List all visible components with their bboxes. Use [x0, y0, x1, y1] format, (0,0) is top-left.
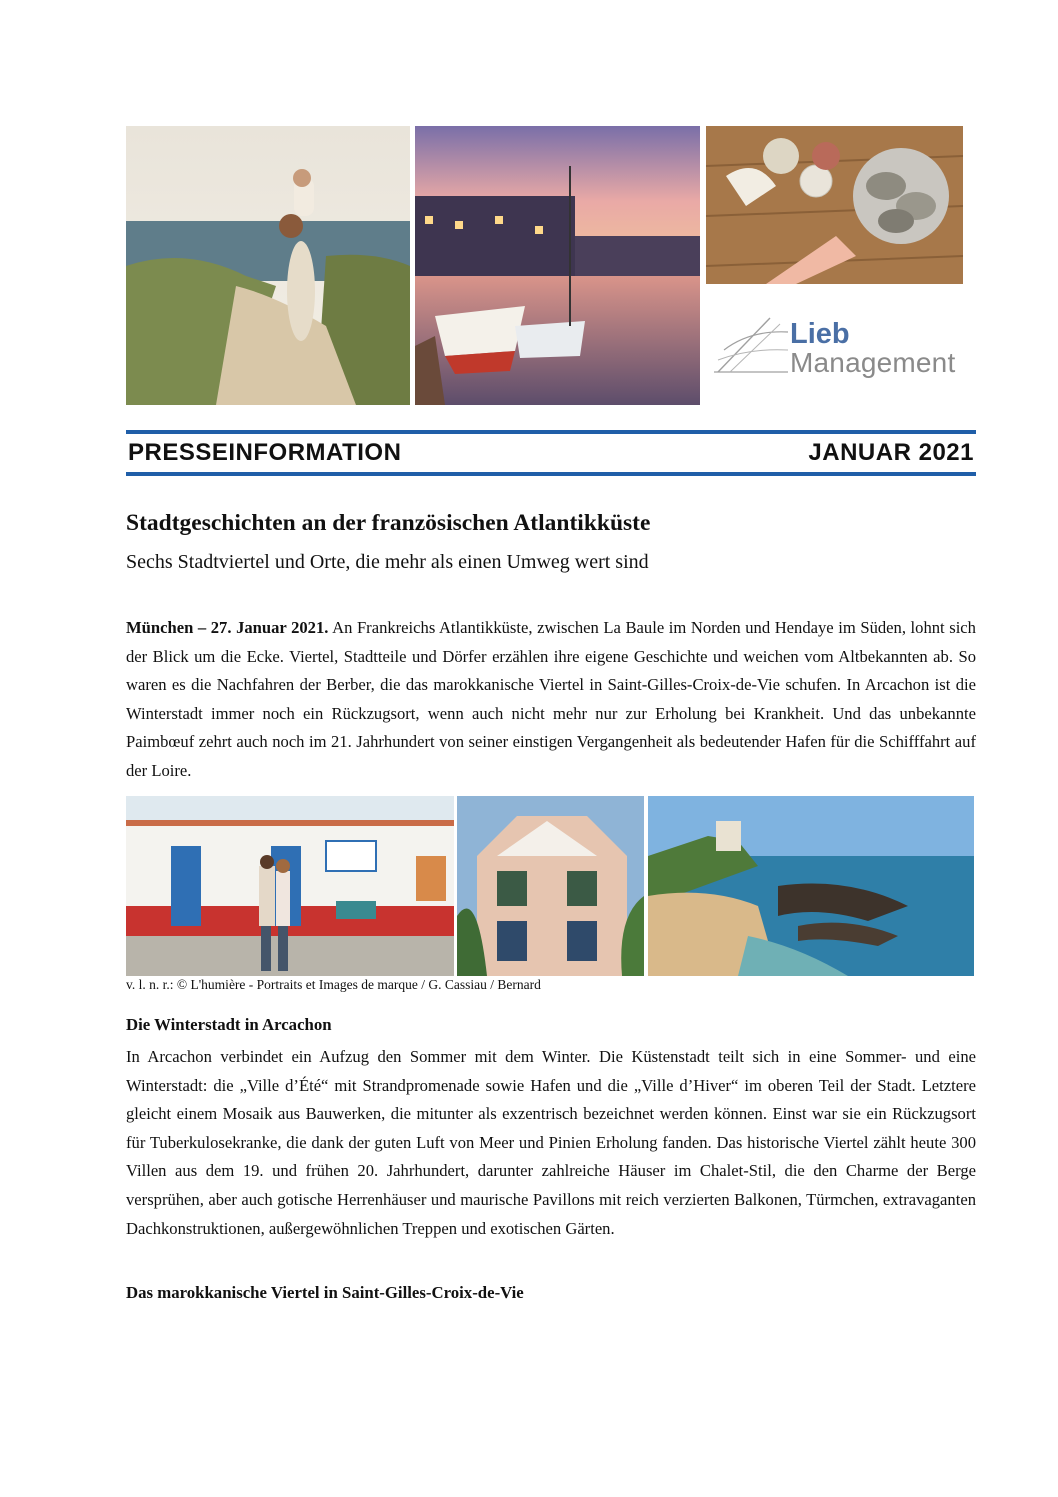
section-title-winterstadt: Die Winterstadt in Arcachon [126, 1015, 332, 1034]
banner-rule-bottom [126, 472, 976, 476]
intro-paragraph [126, 614, 976, 786]
image-caption: v. l. n. r.: © L'humière - Portraits et Images de marque / G. Cassiau / Bernard [126, 977, 541, 992]
photo-ornate-villa [457, 796, 644, 976]
banner-date: JANUAR 2021 [808, 439, 974, 466]
photo-rocky-coast [648, 796, 974, 976]
section-text-winterstadt: In Arcachon verbindet ein Aufzug den Sommer mit dem Winter. Die Küstenstadt teilt sich in eine Sommer- und eine Winterstadt: die „Ville d’Été“ mit Strandpromenade sowie Hafen und die „Ville d’Hiver“ im oberen Teil der Stadt. Letztere gleicht einem Mosaik aus Bauwerken, die mitunter als exzentrisch bezeichnet werden können. Einst war sie ein Rückzugsort für Tuberkulosekranke, die dank der guten Luft von Meer und Pinien Erholung fanden. Das historische Viertel zählt heute 300 Villen aus dem 19. und frühen 20. Jahrhundert, darunter zahlreiche Häuser im Chalet-Stil, die den Charme der Berge versprühen, aber auch gotische Herrenhäuser und maurische Pavillons mit reich verzierten Balkonen, Türmchen, extravaganten Dachkonstruktionen, außergewöhnlichen Treppen und exotischen Gärten. [126, 1047, 976, 1238]
logo-text-lieb: Lieb [790, 318, 850, 350]
photo-oysters-table [706, 126, 963, 284]
logo-text-management: Management [790, 347, 956, 378]
banner-label: PRESSEINFORMATION [128, 439, 402, 466]
photo-white-house-couple [126, 796, 454, 976]
lieb-management-logo [706, 300, 963, 400]
headline: Stadtgeschichten an der französischen Atlantikküste [126, 510, 651, 536]
photo-beach-mother-child [126, 126, 410, 405]
photo-harbor-sunset [415, 126, 700, 405]
intro-text: An Frankreichs Atlantikküste, zwischen La Baule im Norden und Hendaye im Süden, lohnt sich der Blick um die Ecke. Viertel, Stadtteile und Dörfer erzählen ihre eigene Geschichte und weichen vom Altbekannten ab. So waren es die Nachfahren der Berber, die das marokkanische Viertel in Saint-Gilles-Croix-de-Vie schufen. In Arcachon ist die Winterstadt immer noch ein Rückzugsort, wenn auch nicht mehr nur zur Erholung bei Krankheit. Und das unbekannte Paimbœuf zehrt auch noch im 21. Jahrhundert von seiner einstigen Vergangenheit als bedeutender Hafen für die Schifffahrt auf der Loire. [126, 618, 976, 780]
subheadline: Sechs Stadtviertel und Orte, die mehr als einen Umweg wert sind [126, 551, 649, 573]
dateline: München – 27. Januar 2021. [126, 618, 329, 637]
logo-mark-icon [710, 310, 790, 380]
section-title-marokkanisch: Das marokkanische Viertel in Saint-Gilles-Croix-de-Vie [126, 1283, 524, 1302]
press-banner [126, 430, 976, 476]
banner-rule-top [126, 430, 976, 434]
